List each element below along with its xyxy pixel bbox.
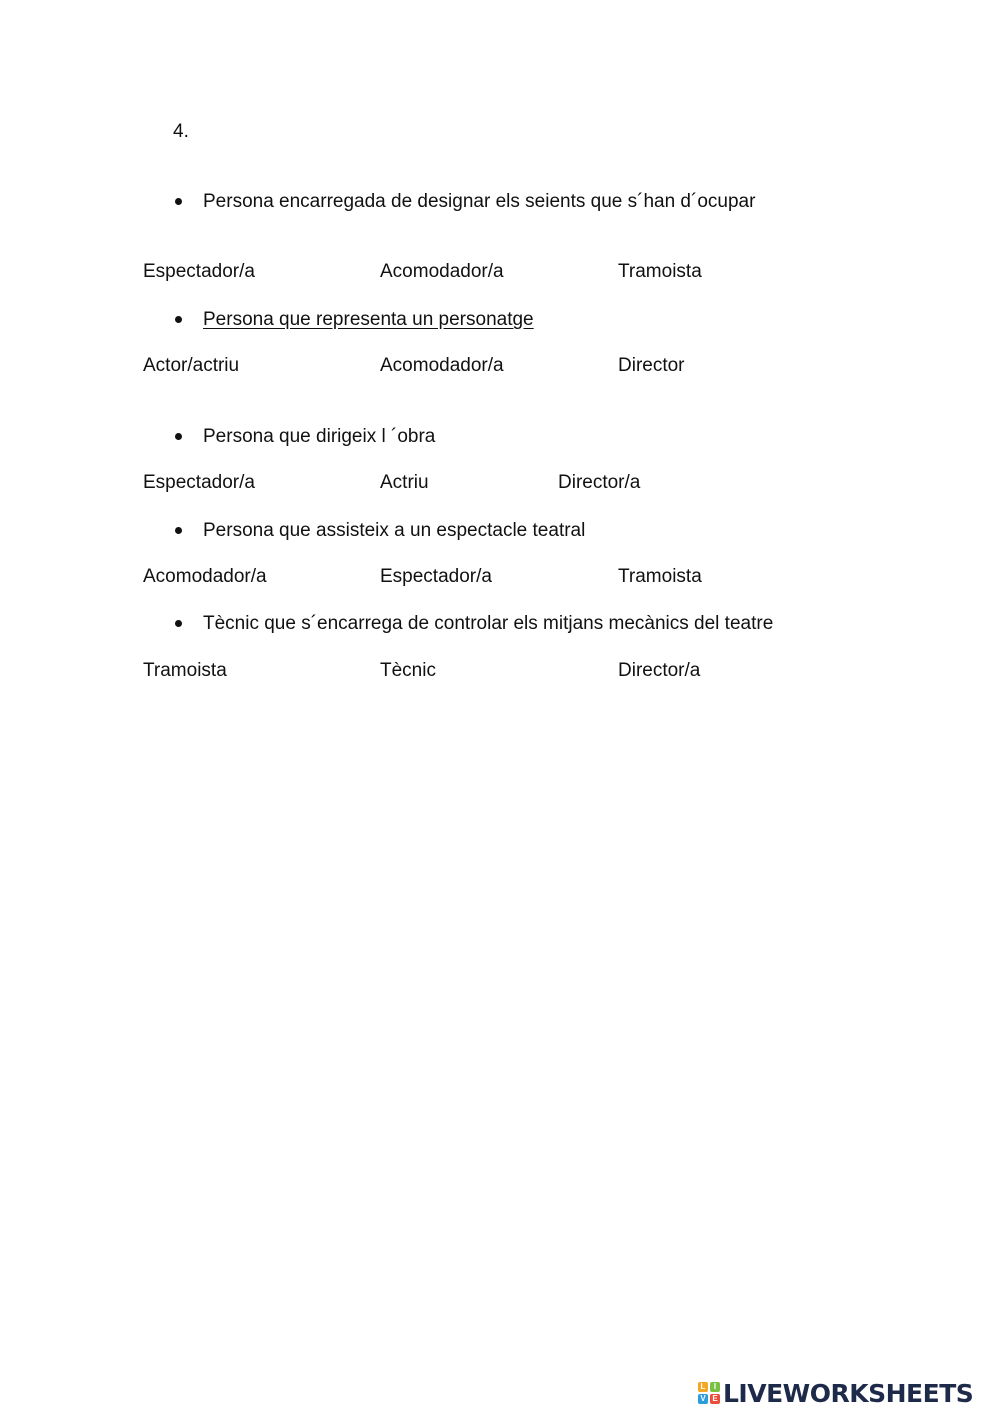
question-5-prompt: Tècnic que s´encarrega de controlar els mitjans mecànics del teatre (203, 613, 774, 634)
question-3-prompt: Persona que dirigeix l ´obra (203, 426, 436, 447)
bullet-5 (175, 620, 182, 627)
question-3-option-3[interactable]: Director/a (558, 472, 641, 493)
question-1-prompt: Persona encarregada de designar els seients que s´han d´ocupar (203, 191, 756, 212)
logo-text: LIVEWORKSHEETS (723, 1378, 974, 1408)
question-number: 4. (173, 121, 189, 142)
question-3-option-1[interactable]: Espectador/a (143, 472, 255, 493)
question-4-option-2[interactable]: Espectador/a (380, 566, 492, 587)
question-5-option-2[interactable]: Tècnic (380, 660, 436, 681)
liveworksheets-logo (698, 1378, 973, 1408)
question-4-option-1[interactable]: Acomodador/a (143, 566, 267, 587)
question-1-option-1[interactable]: Espectador/a (143, 261, 255, 282)
question-2-option-1[interactable]: Actor/actriu (143, 355, 240, 376)
question-5-option-3[interactable]: Director/a (618, 660, 701, 681)
question-4-prompt: Persona que assisteix a un espectacle teatral (203, 520, 586, 541)
logo-cube-i: I (710, 1382, 720, 1392)
question-5-option-1[interactable]: Tramoista (143, 660, 227, 681)
logo-cubes-icon (698, 1382, 720, 1404)
question-3-option-2[interactable]: Actriu (380, 472, 429, 493)
question-2-option-2[interactable]: Acomodador/a (380, 355, 504, 376)
question-2-option-3[interactable]: Director (618, 355, 685, 376)
question-4-option-3[interactable]: Tramoista (618, 566, 702, 587)
logo-cube-v: V (698, 1394, 708, 1404)
bullet-4 (175, 527, 182, 534)
question-1-option-3[interactable]: Tramoista (618, 261, 702, 282)
logo-cube-l: L (698, 1382, 708, 1392)
bullet-1 (175, 198, 182, 205)
question-2-prompt: Persona que representa un personatge (203, 309, 534, 330)
bullet-3 (175, 433, 182, 440)
question-1-option-2[interactable]: Acomodador/a (380, 261, 504, 282)
bullet-2 (175, 316, 182, 323)
logo-cube-e: E (710, 1394, 720, 1404)
